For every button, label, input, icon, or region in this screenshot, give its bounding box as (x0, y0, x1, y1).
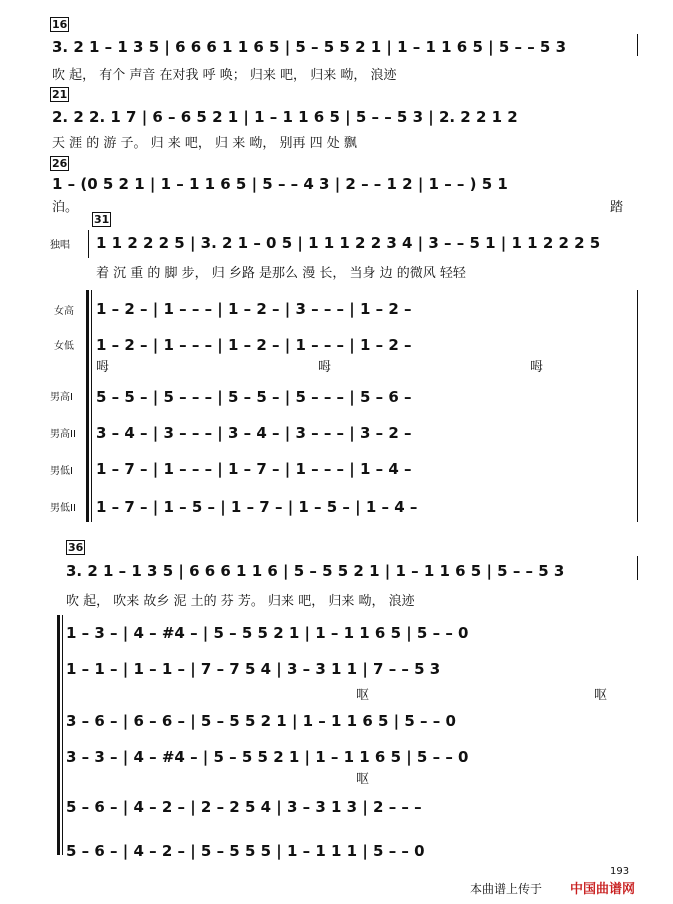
measure-number-36: 36 (68, 541, 84, 554)
system5-choir-bracket (57, 615, 60, 855)
hum-1: 呣 (96, 360, 110, 375)
solo-start-barline (88, 230, 89, 258)
system4-bass-1: 1 – 7 – | 1 – – – | 1 – 7 – | 1 – – – | 1 – 4 – (96, 460, 412, 478)
system5-solo-end-barline (637, 556, 638, 580)
label-bass-1: 男低I (50, 466, 73, 477)
system5-soprano: 1 – 3 – | 4 – #4 – | 5 – 5 5 2 1 | 1 – 1 1 6 5 | 5 – – 0 (66, 624, 469, 642)
system5-tenor-1: 3 – 6 – | 6 – 6 – | 5 – 5 5 2 1 | 1 – 1 1 6 5 | 5 – – 0 (66, 712, 456, 730)
ou-1: 呕 (356, 688, 370, 703)
system4-solo-notes: 1 1 2 2 2 5 | 3. 2 1 – 0 5 | 1 1 1 2 2 3 4 | 3 – – 5 1 | 1 1 2 2 2 5 (96, 234, 601, 252)
system5-alto: 1 – 1 – | 1 – 1 – | 7 – 7 5 4 | 3 – 3 1 1 | 7 – – 5 3 (66, 660, 441, 678)
system5-bass-1: 5 – 6 – | 4 – 2 – | 2 – 2 5 4 | 3 – 3 1 3 | 2 – – – (66, 798, 422, 816)
label-tenor-1: 男高I (50, 392, 73, 403)
system1-notes: 3. 2 1 – 1 3 5 | 6 6 6 1 1 6 5 | 5 – 5 5 2 1 | 1 – 1 1 6 5 | 5 – – 5 3 (52, 38, 567, 56)
system5-tenor-2: 3 – 3 – | 4 – #4 – | 5 – 5 5 2 1 | 1 – 1 1 6 5 | 5 – – 0 (66, 748, 469, 766)
system5-choir-barline (62, 615, 63, 855)
measure-number-26: 26 (52, 157, 68, 170)
ou-2: 呕 (594, 688, 608, 703)
system5-bass-2: 5 – 6 – | 4 – 2 – | 5 – 5 5 5 | 1 – 1 1 1 | 5 – – 0 (66, 842, 425, 860)
site-logo: 中国曲谱网 (570, 882, 636, 897)
system4-tenor-1: 5 – 5 – | 5 – – – | 5 – 5 – | 5 – – – | 5 – 6 – (96, 388, 412, 406)
label-tenor-2: 男高II (50, 429, 76, 440)
system4-bass-2: 1 – 7 – | 1 – 5 – | 1 – 7 – | 1 – 5 – | 1 – 4 – (96, 498, 418, 516)
label-soprano: 女高 (54, 306, 74, 317)
system4-tenor-2: 3 – 4 – | 3 – – – | 3 – 4 – | 3 – – – | 3 – 2 – (96, 424, 412, 442)
system5-solo-lyrics: 吹 起， 吹来 故乡 泥 土的 芬 芳。 归来 吧， 归来 呦， 浪迹 (66, 594, 415, 609)
system4-choir-barline (91, 290, 92, 522)
system3-lyrics-end: 踏 (610, 200, 624, 215)
system4-alto: 1 – 2 – | 1 – – – | 1 – 2 – | 1 – – – | 1 – 2 – (96, 336, 412, 354)
system4-solo-lyrics: 着 沉 重 的 脚 步， 归 乡路 是那么 漫 长， 当身 边 的微风 轻轻 (96, 266, 466, 281)
hum-3: 呣 (530, 360, 544, 375)
footer-text: 本曲谱上传于 (470, 882, 543, 896)
system3-lyrics: 泊。 (52, 200, 79, 215)
system1-lyrics: 吹 起， 有个 声音 在对我 呼 唤； 归来 吧， 归来 呦， 浪迹 (52, 68, 397, 83)
measure-number-16: 16 (52, 18, 68, 31)
system4-end-barline (637, 290, 638, 522)
system1-end-barline (637, 34, 638, 56)
system5-solo-notes: 3. 2 1 – 1 3 5 | 6 6 6 1 1 6 | 5 – 5 5 2 1 | 1 – 1 1 6 5 | 5 – – 5 3 (66, 562, 565, 580)
ou-3: 呕 (356, 772, 370, 787)
label-bass-2: 男低II (50, 503, 76, 514)
system3-notes: 1 – (0 5 2 1 | 1 – 1 1 6 5 | 5 – – 4 3 | 2 – – 1 2 | 1 – – ) 5 1 (52, 175, 508, 193)
system2-notes: 2. 2 2. 1 7 | 6 – 6 5 2 1 | 1 – 1 1 6 5 | 5 – – 5 3 | 2. 2 2 1 2 (52, 108, 518, 126)
label-solo: 独唱 (50, 240, 70, 251)
page-number: 193 (610, 866, 630, 877)
system4-soprano: 1 – 2 – | 1 – – – | 1 – 2 – | 3 – – – | 1 – 2 – (96, 300, 412, 318)
measure-number-21: 21 (52, 88, 68, 101)
measure-number-31: 31 (94, 213, 110, 226)
system2-lyrics: 天 涯 的 游 子。 归 来 吧， 归 来 呦， 别再 四 处 飘 (52, 136, 357, 151)
system4-choir-bracket (86, 290, 89, 522)
label-alto: 女低 (54, 341, 74, 352)
hum-2: 呣 (318, 360, 332, 375)
